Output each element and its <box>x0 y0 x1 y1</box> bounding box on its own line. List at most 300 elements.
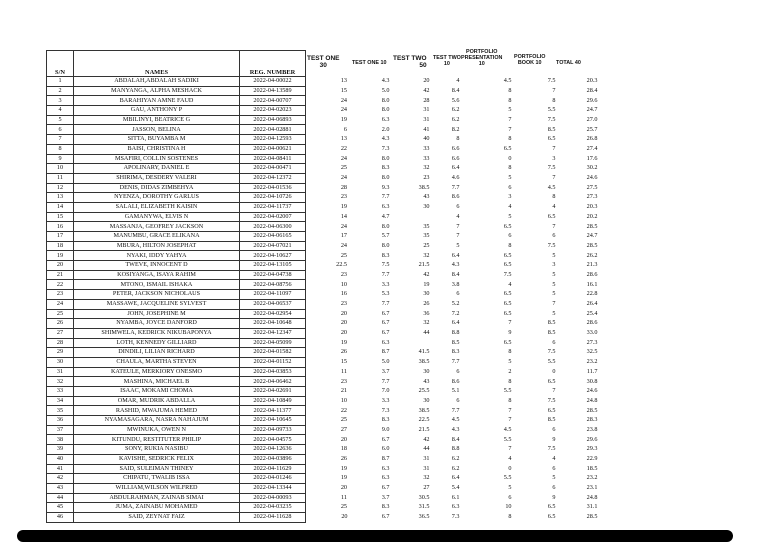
cell-sn: 9 <box>47 154 74 164</box>
cell-total: 27.3 <box>586 193 598 201</box>
cell-test-two-50: 26 <box>423 300 430 308</box>
cell-test-two-10: 8.4 <box>451 86 460 94</box>
cell-total: 26.4 <box>586 300 598 308</box>
table-row <box>47 503 600 513</box>
header-text: PORTFOLIO <box>465 49 498 55</box>
cell-test-two-10: 4 <box>456 77 460 85</box>
table-row <box>47 328 600 338</box>
cell-test-two-50: 35 <box>423 232 430 240</box>
cell-reg-number: 2022-04-12593 <box>240 135 306 145</box>
cell-test-one-30: 14 <box>340 212 347 220</box>
cell-name: CHIPATU, TWALIB ISSA <box>74 474 240 484</box>
cell-name: JOHN, JOSEPHINE M <box>74 309 240 319</box>
cell-sn: 43 <box>47 483 74 493</box>
cell-test-one-10: 3.7 <box>381 493 390 501</box>
cell-portfolio-book: 6.5 <box>547 377 556 385</box>
cell-portfolio-presentation: 4.5 <box>503 425 512 433</box>
cell-test-two-10: 4 <box>456 212 460 220</box>
cell-portfolio-book: 5 <box>552 270 556 278</box>
cell-test-two-50: 41 <box>423 125 430 133</box>
cell-total: 20.3 <box>586 77 598 85</box>
cell-name: GAMANYWA, ELVIS N <box>74 212 240 222</box>
cell-total: 23.1 <box>586 484 598 492</box>
cell-portfolio-book: 5 <box>552 474 556 482</box>
cell-portfolio-book: 6 <box>552 464 556 472</box>
cell-name: SONY, RUKIA NASIBU <box>74 445 240 455</box>
cell-test-one-30: 28 <box>340 183 347 191</box>
cell-name: NYAMBA, JOYCE DANFORD <box>74 319 240 329</box>
cell-portfolio-book: 6 <box>552 484 556 492</box>
cell-test-two-50: 27 <box>423 484 430 492</box>
cell-test-two-50: 22.5 <box>418 416 430 424</box>
header-text: TOTAL 40 <box>556 60 581 66</box>
cell-reg-number: 2022-04-06165 <box>240 232 306 242</box>
cell-sn: 4 <box>47 106 74 116</box>
cell-name: NYENZA, DOROTHY GARLUS <box>74 193 240 203</box>
cell-reg-number: 2022-04-00621 <box>240 144 306 154</box>
cell-portfolio-presentation: 8 <box>508 348 512 356</box>
cell-reg-number: 2022-04-03896 <box>240 454 306 464</box>
header-text: TEST ONE <box>307 55 340 62</box>
cell-test-two-10: 6.4 <box>451 319 460 327</box>
cell-test-one-10: 8.0 <box>381 96 390 104</box>
cell-total: 33.0 <box>586 329 598 337</box>
cell-test-one-30: 25 <box>340 164 347 172</box>
cell-reg-number: 2022-04-12347 <box>240 328 306 338</box>
cell-portfolio-presentation: 6.5 <box>503 261 512 269</box>
cell-test-one-30: 26 <box>340 455 347 463</box>
cell-name: MBURA, HILTON JOSEPHAT <box>74 241 240 251</box>
cell-reg-number: 2022-04-02881 <box>240 125 306 135</box>
cell-test-one-30: 21 <box>340 387 347 395</box>
table-row <box>47 251 600 261</box>
cell-portfolio-presentation: 5.5 <box>503 474 512 482</box>
cell-test-one-10: 8.3 <box>381 416 390 424</box>
cell-reg-number: 2022-04-04575 <box>240 435 306 445</box>
cell-test-one-10: 4.7 <box>381 212 390 220</box>
cell-name: DINDILI, LILIAN RICHARD <box>74 348 240 358</box>
cell-reg-number: 2022-04-06462 <box>240 377 306 387</box>
cell-portfolio-book: 6.5 <box>547 135 556 143</box>
cell-test-two-10: 7.7 <box>451 406 460 414</box>
cell-test-one-30: 20 <box>340 319 347 327</box>
cell-sn: 8 <box>47 144 74 154</box>
cell-portfolio-book: 8.5 <box>547 329 556 337</box>
cell-portfolio-book: 6.5 <box>547 406 556 414</box>
cell-test-one-30: 23 <box>340 193 347 201</box>
cell-sn: 29 <box>47 348 74 358</box>
cell-test-two-10: 5.2 <box>451 300 460 308</box>
cell-name: KOSIYANGA, ISAYA RAHIM <box>74 270 240 280</box>
cell-sn: 10 <box>47 164 74 174</box>
cell-test-one-10: 5.0 <box>381 86 390 94</box>
header-text: TEST TWO <box>393 55 427 62</box>
cell-test-two-10: 4.6 <box>451 174 460 182</box>
table-row <box>47 319 600 329</box>
cell-test-one-10: 6.0 <box>381 445 390 453</box>
cell-test-two-50: 19 <box>423 280 430 288</box>
cell-test-two-50: 38.5 <box>418 406 430 414</box>
cell-test-one-30: 24 <box>340 174 347 182</box>
cell-test-one-30: 11 <box>341 367 347 375</box>
cell-test-two-10: 8 <box>456 135 460 143</box>
cell-test-two-50: 44 <box>423 329 430 337</box>
cell-sn: 1 <box>47 77 74 87</box>
cell-total: 30.8 <box>586 377 598 385</box>
cell-reg-number: 2022-04-06893 <box>240 115 306 125</box>
cell-test-two-10: 5.6 <box>451 96 460 104</box>
cell-test-one-30: 18 <box>340 445 347 453</box>
cell-test-two-10: 6.6 <box>451 145 460 153</box>
cell-total: 24.7 <box>586 232 598 240</box>
cell-test-two-10: 6.4 <box>451 164 460 172</box>
cell-test-two-10: 5.4 <box>451 484 460 492</box>
cell-sn: 20 <box>47 261 74 271</box>
cell-test-one-10: 8.3 <box>381 503 390 511</box>
table-row <box>47 377 600 387</box>
cell-total: 27.4 <box>586 145 598 153</box>
cell-total: 27.0 <box>586 115 598 123</box>
cell-total: 30.2 <box>586 164 598 172</box>
cell-test-two-10: 6.4 <box>451 474 460 482</box>
cell-reg-number: 2022-04-00093 <box>240 493 306 503</box>
cell-portfolio-presentation: 5 <box>508 174 512 182</box>
cell-test-one-30: 15 <box>340 86 347 94</box>
cell-test-one-30: 20 <box>340 329 347 337</box>
header-total-label <box>556 61 581 67</box>
cell-total: 28.5 <box>586 406 598 414</box>
table-row <box>47 464 600 474</box>
cell-test-two-50: 35 <box>423 222 430 230</box>
cell-name: MASHINA, MICHAEL B <box>74 377 240 387</box>
cell-portfolio-presentation: 6.5 <box>503 309 512 317</box>
cell-reg-number: 2022-04-10849 <box>240 396 306 406</box>
cell-test-one-30: 23 <box>340 377 347 385</box>
cell-test-two-10: 6.3 <box>451 503 460 511</box>
cell-total: 29.3 <box>586 445 598 453</box>
cell-total: 24.6 <box>586 387 598 395</box>
header-test-two-10-label <box>433 56 461 68</box>
cell-sn: 26 <box>47 319 74 329</box>
table-row <box>47 348 600 358</box>
cell-name: MBILINYI, BEATRICE G <box>74 115 240 125</box>
cell-reg-number: 2022-04-00707 <box>240 96 306 106</box>
cell-test-one-10: 6.3 <box>381 474 390 482</box>
cell-portfolio-presentation: 6 <box>508 183 512 191</box>
cell-test-two-50: 32 <box>423 251 430 259</box>
cell-portfolio-presentation: 7 <box>508 416 512 424</box>
table-row <box>47 512 600 522</box>
cell-reg-number: 2022-04-11629 <box>240 464 306 474</box>
cell-test-two-50: 30 <box>423 203 430 211</box>
cell-test-one-10: 4.3 <box>381 77 390 85</box>
cell-reg-number: 2022-04-06537 <box>240 299 306 309</box>
cell-reg-number: 2022-04-01582 <box>240 348 306 358</box>
cell-name: RASHID, MWAJUMA HEMED <box>74 406 240 416</box>
cell-sn: 42 <box>47 474 74 484</box>
cell-portfolio-presentation: 6.5 <box>503 222 512 230</box>
cell-sn: 37 <box>47 425 74 435</box>
cell-test-two-10: 6.2 <box>451 455 460 463</box>
cell-test-one-30: 20 <box>340 484 347 492</box>
cell-reg-number: 2022-04-10726 <box>240 193 306 203</box>
cell-reg-number: 2022-04-10648 <box>240 319 306 329</box>
cell-total: 18.5 <box>586 464 598 472</box>
cell-test-two-10: 8.4 <box>451 270 460 278</box>
cell-test-two-10: 7 <box>456 222 460 230</box>
cell-total: 32.5 <box>586 348 598 356</box>
cell-portfolio-presentation: 7 <box>508 125 512 133</box>
cell-total: 24.8 <box>586 493 598 501</box>
cell-test-one-10: 6.3 <box>381 115 390 123</box>
cell-test-one-10: 3.3 <box>381 280 390 288</box>
cell-test-one-10: 3.3 <box>381 396 390 404</box>
cell-portfolio-book: 4 <box>552 455 556 463</box>
cell-test-two-10: 6 <box>456 396 460 404</box>
cell-test-one-10: 8.0 <box>381 106 390 114</box>
cell-portfolio-presentation: 6.5 <box>503 145 512 153</box>
cell-test-two-50: 30 <box>423 367 430 375</box>
cell-sn: 31 <box>47 367 74 377</box>
cell-sn: 40 <box>47 454 74 464</box>
cell-portfolio-book: 7.5 <box>547 77 556 85</box>
cell-test-two-50: 43 <box>423 193 430 201</box>
cell-test-one-10: 7.3 <box>381 145 390 153</box>
cell-reg-number: 2022-04-03853 <box>240 367 306 377</box>
cell-sn: 46 <box>47 512 74 522</box>
table-row <box>47 96 600 106</box>
cell-reg-number: 2022-04-11737 <box>240 202 306 212</box>
cell-portfolio-book: 6.5 <box>547 513 556 521</box>
cell-test-one-10: 8.0 <box>381 174 390 182</box>
header-test-one-30-label <box>307 55 340 69</box>
cell-reg-number: 2022-04-04738 <box>240 270 306 280</box>
header-text: 30 <box>319 62 327 70</box>
cell-portfolio-book: 7.5 <box>547 348 556 356</box>
table-row <box>47 396 600 406</box>
cell-test-two-10: 6.4 <box>451 251 460 259</box>
horizontal-scrollbar[interactable] <box>17 530 733 542</box>
cell-portfolio-book: 6 <box>552 425 556 433</box>
cell-portfolio-presentation: 8 <box>508 96 512 104</box>
cell-test-one-30: 11 <box>341 493 347 501</box>
cell-portfolio-book: 9 <box>552 435 556 443</box>
cell-portfolio-book: 3 <box>552 261 556 269</box>
header-portfolio-presentation-label <box>461 50 502 68</box>
cell-name: MANUMBU, GRACE ELIKANA <box>74 232 240 242</box>
cell-portfolio-presentation: 4.5 <box>503 77 512 85</box>
cell-sn: 7 <box>47 135 74 145</box>
cell-test-two-10: 6 <box>456 367 460 375</box>
cell-test-one-30: 16 <box>340 290 347 298</box>
cell-reg-number: 2022-04-11628 <box>240 512 306 522</box>
cell-test-one-30: 6 <box>343 125 347 133</box>
cell-total: 24.8 <box>586 396 598 404</box>
cell-test-one-30: 27 <box>340 425 347 433</box>
cell-test-one-10: 4.3 <box>381 135 390 143</box>
cell-total: 28.6 <box>586 319 598 327</box>
cell-test-two-50 <box>392 212 432 222</box>
cell-test-one-30: 19 <box>340 115 347 123</box>
cell-test-one-10: 6.7 <box>381 309 390 317</box>
cell-reg-number: 2022-04-01536 <box>240 183 306 193</box>
header-text: PORTFOLIO <box>514 54 546 60</box>
header-sn: S/N <box>47 51 74 77</box>
cell-portfolio-book: 8.5 <box>547 125 556 133</box>
cell-name: KAVISHE, SEDRICK FELIX <box>74 454 240 464</box>
cell-portfolio-presentation: 8 <box>508 241 512 249</box>
header-text: 10 <box>443 60 450 67</box>
cell-test-one-30: 25 <box>340 503 347 511</box>
cell-portfolio-presentation: 6.5 <box>503 338 512 346</box>
cell-test-one-10: 7.7 <box>381 193 390 201</box>
cell-test-one-10: 8.3 <box>381 164 390 172</box>
table-row <box>47 483 600 493</box>
cell-test-one-10: 6.7 <box>381 435 390 443</box>
cell-test-two-50: 42 <box>423 435 430 443</box>
cell-reg-number: 2022-04-01246 <box>240 474 306 484</box>
cell-test-one-10: 8.7 <box>381 348 390 356</box>
table-row <box>47 183 600 193</box>
cell-test-two-50: 31 <box>423 115 430 123</box>
cell-test-two-50: 41.5 <box>418 348 430 356</box>
cell-reg-number: 2022-04-08411 <box>240 154 306 164</box>
cell-name: MSAFIRI, COLLIN SOSTENES <box>74 154 240 164</box>
cell-test-two-50 <box>392 338 432 348</box>
cell-sn: 6 <box>47 125 74 135</box>
cell-reg-number: 2022-04-13344 <box>240 483 306 493</box>
cell-sn: 36 <box>47 416 74 426</box>
cell-total: 29.6 <box>586 96 598 104</box>
cell-total: 20.2 <box>586 212 598 220</box>
table-row <box>47 144 600 154</box>
cell-portfolio-presentation: 6 <box>508 493 512 501</box>
cell-name: SHIMWELA, KEDRICK NIKUBAPONYA <box>74 328 240 338</box>
cell-test-one-10: 5.0 <box>381 358 390 366</box>
cell-test-two-50: 40 <box>423 135 430 143</box>
cell-test-two-50: 30 <box>423 290 430 298</box>
cell-test-two-10: 8.4 <box>451 435 460 443</box>
cell-test-two-10: 3.8 <box>451 280 460 288</box>
cell-test-one-10: 5.3 <box>381 290 390 298</box>
cell-test-one-10: 8.0 <box>381 222 390 230</box>
cell-reg-number: 2022-04-10645 <box>240 416 306 426</box>
cell-test-two-10: 7 <box>456 232 460 240</box>
cell-total: 23.2 <box>586 474 598 482</box>
table-row <box>47 445 600 455</box>
cell-name: SITTA, BUYAMBA M <box>74 135 240 145</box>
cell-portfolio-presentation: 7 <box>508 319 512 327</box>
cell-test-two-10: 5.1 <box>451 387 460 395</box>
cell-sn: 27 <box>47 328 74 338</box>
cell-total: 24.7 <box>586 106 598 114</box>
table-row <box>47 270 600 280</box>
cell-test-one-30: 24 <box>340 96 347 104</box>
table-row <box>47 86 600 96</box>
cell-total: 26.2 <box>586 251 598 259</box>
table-row <box>47 406 600 416</box>
cell-name: MASSAWE, JACQUELINE SYLVEST <box>74 299 240 309</box>
cell-reg-number: 2022-04-12636 <box>240 445 306 455</box>
cell-portfolio-book: 8 <box>552 96 556 104</box>
cell-sn: 5 <box>47 115 74 125</box>
cell-total: 28.5 <box>586 513 598 521</box>
cell-total: 22.8 <box>586 290 598 298</box>
table-row <box>47 367 600 377</box>
cell-name: APOLINARY, DANIEL E <box>74 164 240 174</box>
cell-sn: 2 <box>47 86 74 96</box>
cell-portfolio-book: 5.5 <box>547 106 556 114</box>
cell-portfolio-book: 5 <box>552 290 556 298</box>
cell-test-two-10: 7.3 <box>451 513 460 521</box>
table-row <box>47 222 600 232</box>
cell-portfolio-book: 7.5 <box>547 115 556 123</box>
cell-portfolio-book: 4.5 <box>547 183 556 191</box>
cell-test-one-10: 7.7 <box>381 300 390 308</box>
cell-portfolio-presentation: 8 <box>508 164 512 172</box>
cell-reg-number: 2022-04-12372 <box>240 173 306 183</box>
cell-test-one-30: 17 <box>340 232 347 240</box>
cell-test-two-50: 44 <box>423 445 430 453</box>
cell-name: LOTH, KENNEDY GILLIARD <box>74 338 240 348</box>
header-reg-number: REG. NUMBER <box>240 51 306 77</box>
cell-reg-number: 2022-04-02691 <box>240 387 306 397</box>
cell-test-one-10: 9.0 <box>381 425 390 433</box>
cell-portfolio-book: 8.5 <box>547 416 556 424</box>
table-row <box>47 115 600 125</box>
cell-name: SAID, ZEYNAT FAIZ <box>74 512 240 522</box>
table-row <box>47 493 600 503</box>
cell-sn: 11 <box>47 173 74 183</box>
cell-name: WILLIAM,WILSON WILFRED <box>74 483 240 493</box>
cell-test-one-30: 20 <box>340 309 347 317</box>
cell-name: SHIRIMA, DESDERY VALERI <box>74 173 240 183</box>
cell-portfolio-presentation: 8 <box>508 396 512 404</box>
cell-portfolio-book: 9 <box>552 493 556 501</box>
cell-test-two-10: 8.3 <box>451 348 460 356</box>
cell-test-two-10: 8.2 <box>451 125 460 133</box>
table-row <box>47 77 600 87</box>
cell-portfolio-book: 7 <box>552 145 556 153</box>
cell-portfolio-presentation: 8 <box>508 513 512 521</box>
cell-reg-number: 2022-04-01152 <box>240 357 306 367</box>
cell-total: 28.5 <box>586 241 598 249</box>
cell-portfolio-presentation: 6.5 <box>503 290 512 298</box>
cell-test-two-50: 38.5 <box>418 183 430 191</box>
cell-name: TWEVE, INNOCENT D <box>74 261 240 271</box>
cell-portfolio-presentation: 10 <box>505 503 512 511</box>
cell-name: SALALI, ELIZABETH KAISIN <box>74 202 240 212</box>
cell-portfolio-book: 7 <box>552 387 556 395</box>
table-row <box>47 387 600 397</box>
header-portfolio-book-label <box>514 55 545 67</box>
cell-portfolio-presentation: 4 <box>508 455 512 463</box>
table-row <box>47 338 600 348</box>
cell-sn: 45 <box>47 503 74 513</box>
cell-test-one-30: 24 <box>340 154 347 162</box>
cell-name: SAID, SULEIMAN THINEY <box>74 464 240 474</box>
cell-portfolio-presentation: 6 <box>508 232 512 240</box>
cell-portfolio-book: 7.5 <box>547 164 556 172</box>
cell-test-one-10: 2.0 <box>381 125 390 133</box>
cell-portfolio-book: 7.5 <box>547 445 556 453</box>
cell-total: 29.6 <box>586 435 598 443</box>
cell-test-one-10: 6.3 <box>381 338 390 346</box>
cell-test-two-10: 6.2 <box>451 115 460 123</box>
cell-test-one-10: 8.3 <box>381 251 390 259</box>
cell-test-two-50: 30.5 <box>418 493 430 501</box>
cell-sn: 19 <box>47 251 74 261</box>
